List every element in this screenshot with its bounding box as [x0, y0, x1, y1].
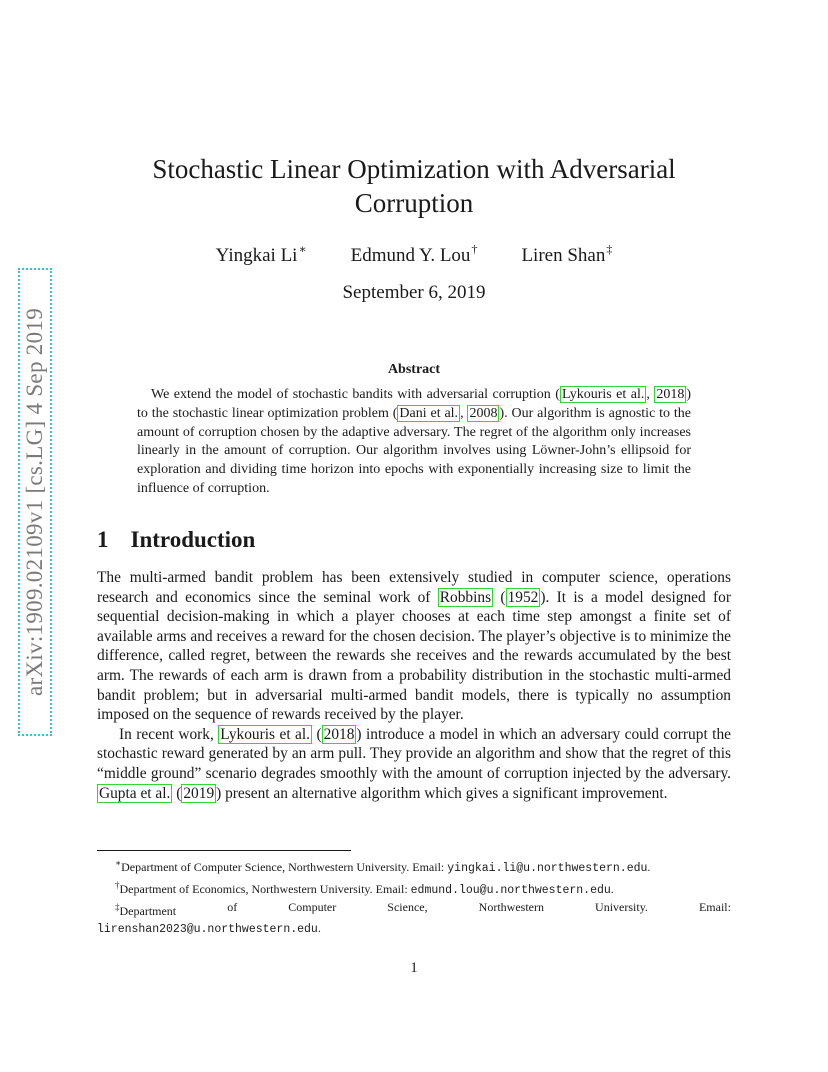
section-title: Introduction — [130, 527, 256, 552]
author-name: Edmund Y. Lou — [350, 245, 471, 266]
author — [216, 242, 307, 267]
text-span: ( — [172, 784, 182, 802]
citation-link[interactable]: Dani et al. — [399, 405, 459, 421]
citation-link[interactable]: Robbins — [439, 588, 492, 606]
footnote-mark: ∗ — [115, 858, 122, 868]
footnote-text: Department of Economics, Northwestern University. Email: — [119, 882, 411, 896]
footnote-mark: ‡ — [115, 902, 120, 912]
abstract-text — [137, 386, 691, 499]
email-link[interactable]: yingkai.li@u.northwestern.edu — [447, 862, 648, 875]
author-footnote-mark[interactable]: ‡ — [606, 242, 613, 256]
footnote-3-continued — [97, 920, 731, 938]
abstract-span: ). Our algorithm is agnostic to the amount of corruption chosen by the adaptive adversary. The regret of the algorithm only increases linearly in the amount of corruption. Our algorithm involves using Löwner-John’s ellipsoid for exploration and dividing time horizon into epochs with exponentially increasing size to limit the influence of corruption. — [137, 405, 692, 496]
abstract-span: We extend the model of stochastic bandits with adversarial corruption ( — [151, 387, 560, 402]
footnote-word: University. — [595, 900, 648, 914]
citation-link[interactable]: 2018 — [323, 725, 355, 743]
title-line-1: Stochastic Linear Optimization with Adversarial — [152, 154, 676, 184]
text-span: ) present an alternative algorithm which gives a significant improvement. — [216, 784, 668, 802]
text-span: In recent work, — [119, 725, 219, 743]
citation-link[interactable]: 2018 — [656, 387, 685, 402]
footnote-word: Computer — [288, 900, 337, 914]
arxiv-identifier[interactable]: arXiv:1909.02109v1 [cs.LG] 4 Sep 2019 — [22, 308, 47, 696]
abstract-heading: Abstract — [387, 362, 441, 377]
citation-link[interactable]: 1952 — [507, 588, 539, 606]
footnote-mark: † — [115, 880, 120, 890]
footnote-word: Science, — [387, 900, 428, 914]
citation-link[interactable]: 2008 — [469, 405, 498, 421]
paragraph — [97, 725, 731, 803]
email-link[interactable]: edmund.lou@u.northwestern.edu — [410, 884, 611, 897]
author-name: Yingkai Li — [215, 245, 298, 266]
text-span: ) introduce a model in which an adversary could corrupt the stochastic reward generated by an arm pull. They provide an algorithm and show that the regret of this “middle ground” scenario degrades smoothly with the amount of corruption injected by the adversary. — [97, 725, 731, 782]
citation-link[interactable]: Lykouris et al. — [220, 725, 311, 743]
text-span: ( — [312, 725, 322, 743]
footnote-text: . — [317, 921, 321, 935]
author-footnote-mark[interactable]: † — [471, 242, 478, 256]
footnote-2 — [97, 877, 731, 899]
citation-link[interactable]: Lykouris et al. — [561, 387, 645, 402]
citation-link[interactable]: Gupta et al. — [99, 784, 171, 802]
paragraph — [97, 568, 731, 725]
footnote-text: Department of Computer Science, Northwestern University. Email: — [121, 860, 448, 874]
footnote-word: Northwestern — [478, 900, 544, 914]
footnotes — [97, 855, 731, 938]
section-heading — [97, 527, 255, 553]
abstract-span: , — [460, 405, 468, 421]
paper-date: September 6, 2019 — [342, 282, 486, 303]
abstract-span: ) to the stochastic linear optimization problem ( — [137, 387, 691, 421]
footnote-word: of — [227, 900, 238, 914]
author-name: Liren Shan — [521, 245, 606, 266]
abstract-span: , — [646, 387, 655, 402]
footnote-text: . — [647, 860, 651, 874]
author — [521, 242, 612, 267]
footnote-word — [115, 899, 176, 920]
footnote-1 — [97, 855, 731, 877]
footnote-text: . — [610, 882, 614, 896]
footnote-3 — [97, 899, 731, 920]
title-line-2: Corruption — [354, 188, 474, 218]
email-link[interactable]: lirenshan2023@u.northwestern.edu — [97, 923, 318, 936]
introduction-body — [97, 568, 731, 803]
author — [351, 242, 478, 267]
paper-title — [100, 152, 728, 220]
author-list — [100, 242, 728, 267]
page-number: 1 — [410, 960, 418, 976]
footnote-divider — [97, 850, 351, 851]
footnote-word: Email: — [698, 900, 731, 914]
text-span: ( — [493, 588, 506, 606]
section-number: 1 — [97, 527, 109, 552]
footnote-text: Department — [119, 904, 177, 918]
text-span: The multi-armed bandit problem has been extensively studied in computer science, operations research and economics since the seminal work of — [97, 569, 731, 606]
text-span: ). It is a model designed for sequential decision-making in which a player chooses at each time step amongst a finite set of available arms and receives a reward for the chosen decision. The player’s objective is to minimize the difference, called regret, between the rewards she receives and the rewards accumulated by the best arm. The rewards of each arm is drawn from a probability distribution in the stochastic multi-armed bandit problem; but in adversarial multi-armed bandit models, there is typically no assumption imposed on the sequence of rewards received by the player. — [97, 588, 731, 724]
citation-link[interactable]: 2019 — [183, 784, 215, 802]
author-footnote-mark[interactable]: ∗ — [298, 242, 307, 256]
